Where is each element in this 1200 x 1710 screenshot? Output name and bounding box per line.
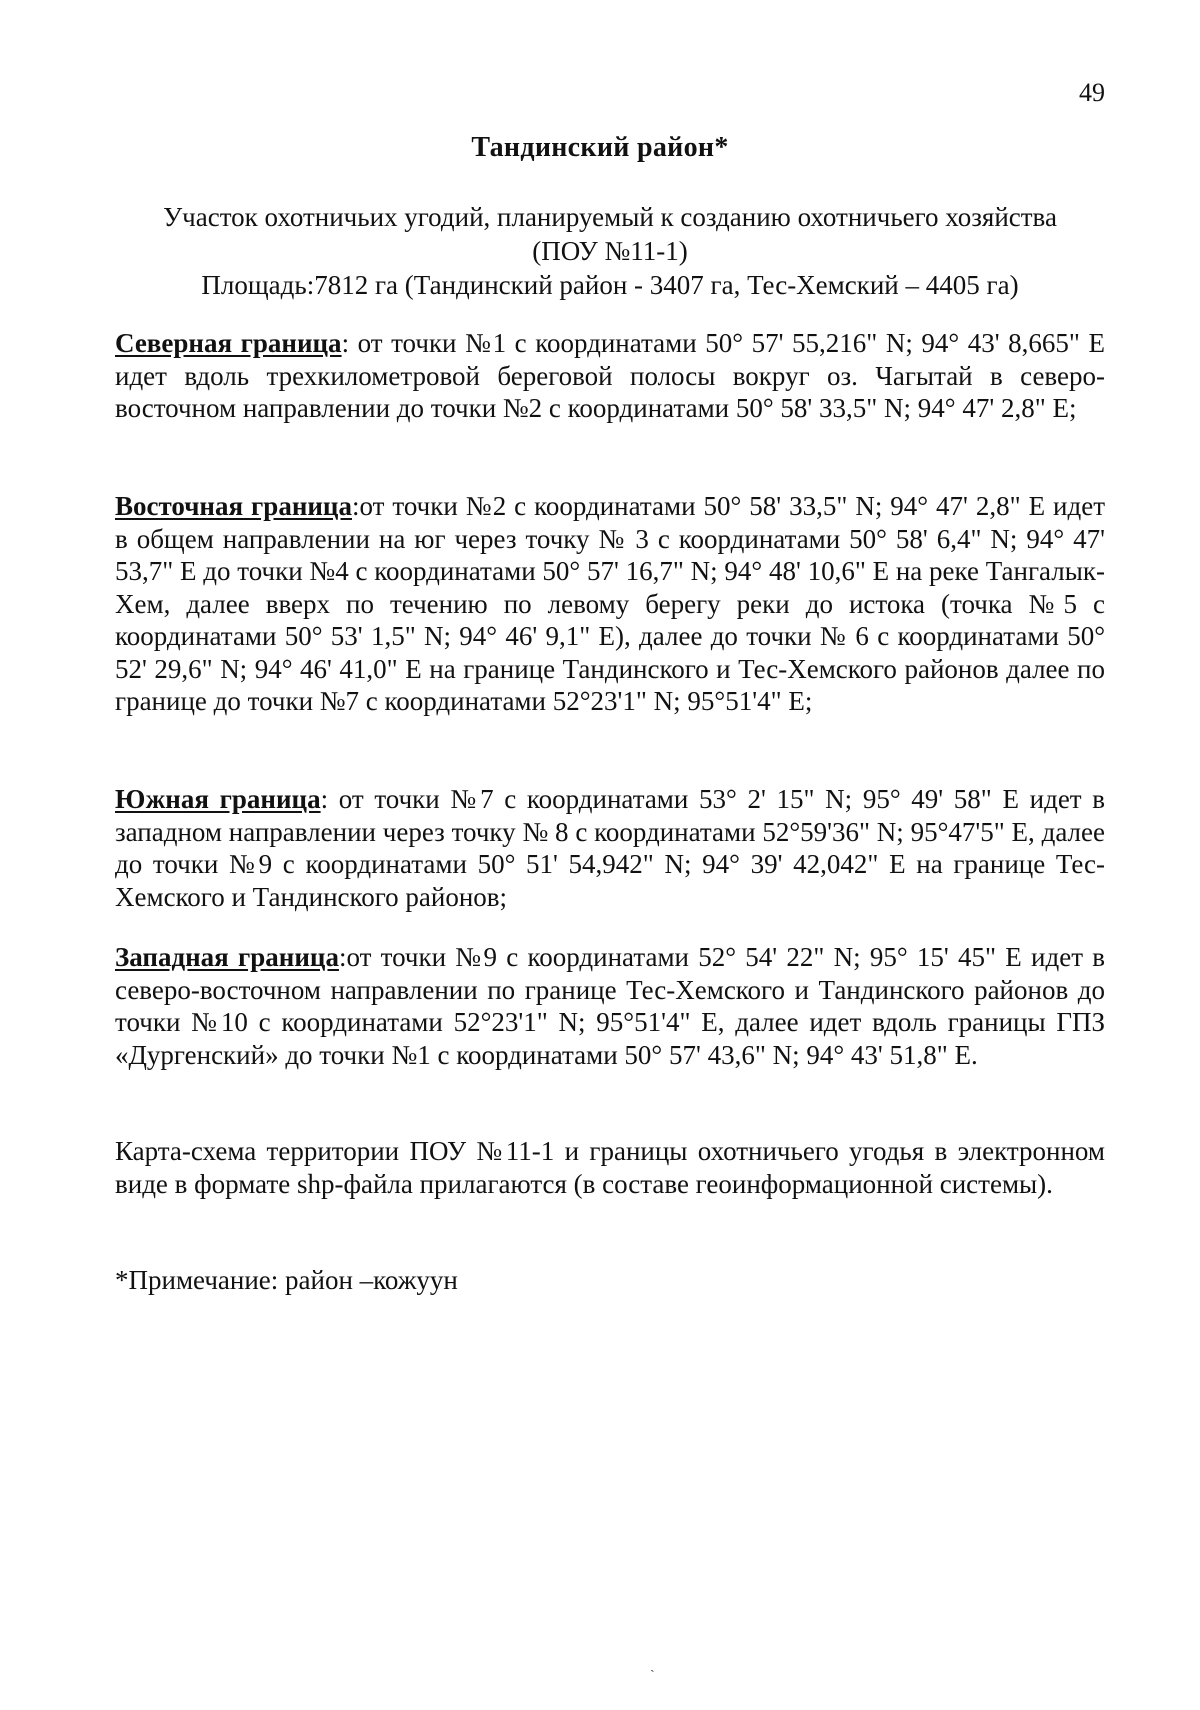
west-border-paragraph bbox=[115, 941, 1105, 1071]
east-border-paragraph bbox=[115, 490, 1105, 718]
south-border-text: : от точки №7 с координатами 53° 2' 15" N; 95° 49' 58" E идет в западном направлении через точку № 8 с координатами 52°59'36" N; 95°47'5" E, далее до точки №9 с координатами 50° 51' 54,942" N; 94° 39' 42,042" E на границе Тес-Хемского и Тандинского районов; bbox=[115, 784, 1106, 912]
footnote: *Примечание: район –кожуун bbox=[115, 1265, 458, 1295]
east-border-text: :от точки №2 с координатами 50° 58' 33,5" N; 94° 47' 2,8" E идет в общем направлении на юг через точку № 3 с координатами 50° 58' 6,4" N; 94° 47' 53,7" E до точки №4 с координатами 50° 57' 16,7" N; 94° 48' 10,6" E на реке Тангалык-Хем, далее вверх по течению по левому берегу реки до истока (точка №5 с координатами 50° 53' 1,5" N; 94° 46' 9,1" E), далее до точки № 6 с координатами 50° 52' 29,6" N; 94° 46' 41,0" E на границе Тандинского и Тес-Хемского районов далее по границе до точки №7 с координатами 52°23'1" N; 95°51'4" E; bbox=[115, 491, 1105, 716]
subtitle-line-1: Участок охотничьих угодий, планируемый к созданию охотничьего хозяйства bbox=[163, 202, 1057, 232]
east-border-heading: Восточная граница bbox=[115, 491, 352, 521]
page-title: Тандинский район* bbox=[471, 132, 729, 163]
page-number: 49 bbox=[1079, 78, 1105, 107]
north-border-text: : от точки №1 с координатами 50° 57' 55,216" N; 94° 43' 8,665" E идет вдоль трехкилометровой береговой полосы вокруг оз. Чагытай в северо-восточном направлении до точки №2 с координатами 50° 58' 33,5" N; 94° 47' 2,8" E; bbox=[115, 328, 1105, 423]
west-border-heading: Западная граница bbox=[115, 942, 339, 972]
west-border-text: :от точки №9 с координатами 52° 54' 22" N; 95° 15' 45" E идет в северо-восточном направлении по границе Тес-Хемского и Тандинского районов до точки №10 с координатами 52°23'1" N; 95°51'4" E, далее идет вдоль границы ГПЗ «Дургенский» до точки №1 с координатами 50° 57' 43,6" N; 94° 43' 51,8" E. bbox=[115, 942, 1105, 1070]
subtitle-block bbox=[115, 200, 1105, 302]
north-border-heading: Северная граница bbox=[115, 328, 342, 358]
south-border-heading: Южная граница bbox=[115, 784, 321, 814]
north-border-paragraph bbox=[115, 327, 1105, 425]
south-border-paragraph bbox=[115, 783, 1105, 913]
map-note-paragraph: Карта-схема территории ПОУ №11-1 и границы охотничьего угодья в электронном виде в формате shp-файла прилагаются (в составе геоинформационной системы). bbox=[115, 1136, 1105, 1199]
subtitle-line-2: (ПОУ №11-1) bbox=[532, 236, 688, 266]
subtitle-line-3: Площадь:7812 га (Тандинский район - 3407 га, Тес-Хемский – 4405 га) bbox=[201, 270, 1019, 300]
scan-speck: ˏ bbox=[650, 1658, 655, 1673]
